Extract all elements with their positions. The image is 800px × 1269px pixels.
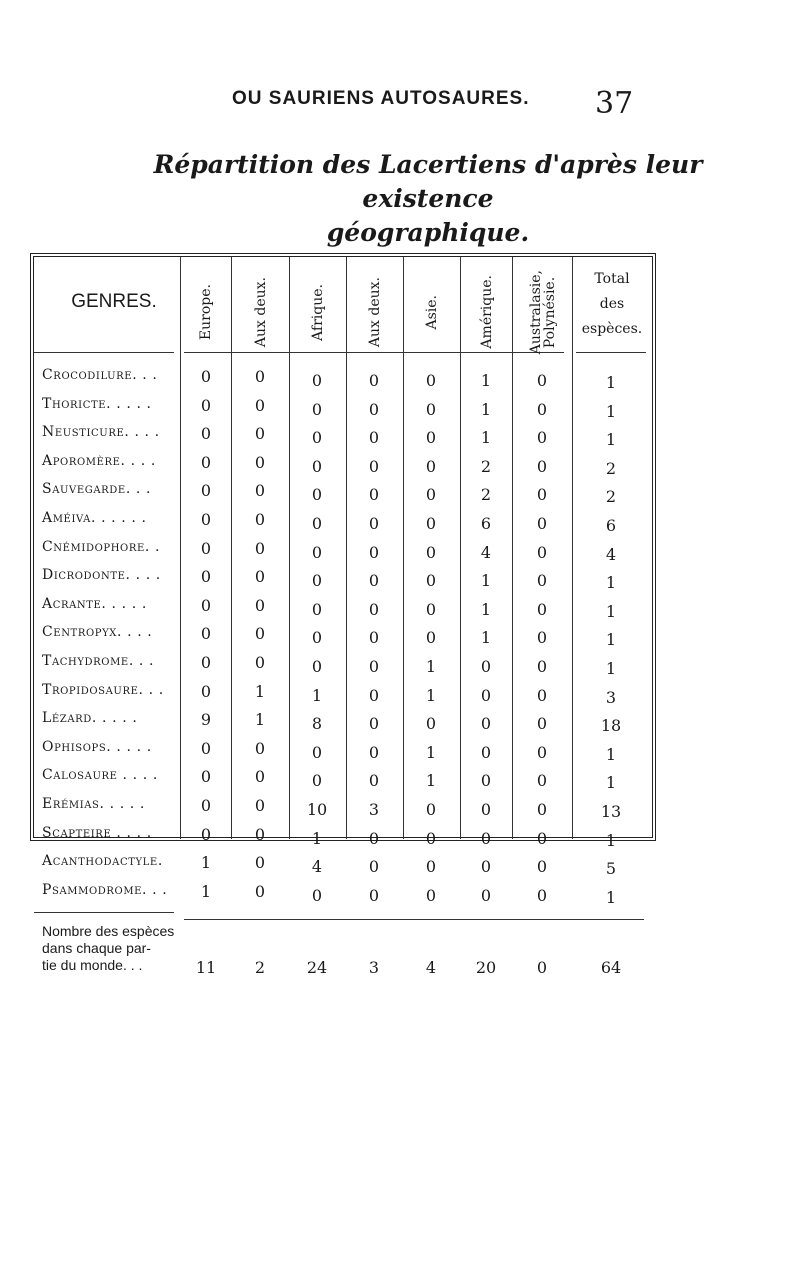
column-rule: [289, 257, 290, 839]
row-total: 1: [605, 659, 617, 678]
table-title-line2: géographique.: [326, 218, 530, 247]
cell-value: 0: [425, 514, 437, 533]
cell-value: 0: [368, 885, 380, 905]
page-number: 37: [595, 86, 634, 121]
cell-value: 0: [200, 567, 212, 587]
cell-value: 0: [425, 571, 437, 591]
cell-value: 0: [536, 599, 548, 619]
row-total: 1: [605, 601, 617, 621]
column-rule: [460, 257, 461, 839]
cell-value: 0: [480, 885, 492, 905]
genus-name: Calosaure . . . .: [42, 767, 158, 784]
cell-value: 0: [425, 714, 437, 734]
cell-value: 0: [368, 857, 380, 877]
cell-value: 0: [368, 599, 380, 619]
row-total: 4: [605, 544, 617, 564]
cell-value: 0: [311, 628, 323, 648]
header-australasie-label: Australasie, Polynésie.: [527, 269, 558, 355]
cell-value: 0: [536, 571, 548, 591]
cell-value: 0: [368, 456, 380, 476]
distribution-table: [30, 253, 656, 977]
cell-value: 0: [200, 510, 212, 529]
cell-value: 1: [200, 881, 212, 901]
cell-value: 0: [200, 595, 212, 615]
cell-value: 0: [480, 742, 492, 762]
cell-value: 0: [311, 371, 323, 390]
cell-value: 1: [480, 428, 492, 448]
cell-value: 1: [254, 710, 266, 730]
cell-value: 0: [311, 485, 323, 505]
cell-value: 0: [480, 800, 492, 819]
cell-value: 0: [368, 742, 380, 762]
cell-value: 0: [311, 657, 323, 676]
cell-value: 0: [536, 828, 548, 848]
cell-value: 0: [254, 767, 266, 787]
cell-value: 0: [254, 510, 266, 529]
cell-value: 0: [425, 885, 437, 905]
cell-value: 0: [368, 371, 380, 390]
header-aux-deux-1: Aux deux.: [252, 276, 269, 348]
genus-name: Tachydrome. . .: [42, 653, 155, 669]
cell-value: 0: [311, 885, 323, 905]
header-rule: [34, 352, 174, 353]
cell-value: 0: [480, 685, 492, 705]
row-total: 1: [605, 373, 617, 392]
cell-value: 0: [425, 371, 437, 390]
footer-value: 20: [475, 958, 497, 977]
cell-value: 0: [480, 828, 492, 848]
running-title: OU SAURIENS AUTOSAURES.: [232, 88, 530, 109]
genus-name: Cnémidophore. .: [42, 538, 160, 555]
footer-value: 0: [536, 958, 548, 977]
cell-value: 1: [425, 657, 437, 676]
column-rule: [403, 257, 404, 839]
row-total: 1: [605, 630, 617, 650]
genus-name: Lézard. . . . .: [42, 710, 138, 727]
table-title: [118, 148, 738, 250]
cell-value: 0: [425, 828, 437, 848]
genus-name: Aporomère. . . .: [42, 452, 156, 469]
cell-value: 0: [200, 424, 212, 444]
cell-value: 0: [311, 399, 323, 419]
genus-name: Psammodrome. . .: [42, 881, 168, 898]
cell-value: 0: [536, 857, 548, 877]
row-total: 1: [605, 773, 617, 793]
header-aux-deux-2: Aux deux.: [367, 276, 383, 348]
cell-value: 0: [368, 428, 380, 448]
genus-name: Sauvegarde. . .: [42, 481, 152, 498]
cell-value: 0: [254, 395, 266, 415]
cell-value: 0: [536, 371, 548, 390]
genus-name: Améiva. . . . . .: [42, 510, 147, 526]
cell-value: 0: [425, 456, 437, 476]
row-total: 3: [605, 687, 617, 707]
cell-value: 0: [311, 542, 323, 562]
genus-name: Neusticure. . . .: [42, 424, 160, 441]
row-total: 1: [605, 401, 617, 421]
cell-value: 0: [311, 456, 323, 476]
cell-value: 0: [311, 571, 323, 591]
genus-name: Scapteire . . . .: [42, 824, 152, 841]
cell-value: 0: [200, 367, 212, 386]
cell-value: 0: [254, 624, 266, 644]
column-rule: [512, 257, 513, 839]
cell-value: 0: [200, 767, 212, 787]
row-total: 1: [605, 573, 617, 593]
cell-value: 1: [200, 853, 212, 873]
cell-value: 0: [368, 514, 380, 533]
cell-value: 0: [425, 857, 437, 877]
cell-value: 0: [254, 653, 266, 672]
cell-value: 10: [306, 800, 328, 819]
footer-value: 3: [368, 958, 380, 977]
cell-value: 0: [254, 481, 266, 501]
cell-value: 0: [425, 800, 437, 819]
genus-name: Crocodilure. . .: [42, 367, 158, 383]
cell-value: 0: [254, 595, 266, 615]
footer-value: 24: [306, 958, 328, 977]
column-rule: [180, 257, 181, 839]
cell-value: 0: [425, 428, 437, 448]
row-total: 2: [605, 487, 617, 507]
genus-name: Erémias. . . . .: [42, 796, 145, 812]
header-australasie: [514, 267, 571, 357]
cell-value: 0: [368, 657, 380, 676]
cell-value: 9: [200, 710, 212, 730]
cell-value: 8: [311, 714, 323, 734]
cell-value: 1: [311, 828, 323, 848]
cell-value: 0: [368, 685, 380, 705]
cell-value: 0: [200, 452, 212, 472]
cell-value: 0: [536, 456, 548, 476]
header-amerique: Amérique.: [478, 275, 495, 349]
footer-value: 11: [195, 958, 217, 977]
cell-value: 0: [200, 395, 212, 415]
column-rule: [231, 257, 232, 839]
cell-value: 0: [200, 538, 212, 558]
row-total: 18: [600, 716, 622, 736]
cell-value: 0: [200, 824, 212, 844]
row-total: 6: [605, 516, 617, 535]
cell-value: 0: [200, 481, 212, 501]
footer-value: 4: [425, 958, 437, 977]
cell-value: 0: [536, 885, 548, 905]
cell-value: 2: [480, 485, 492, 505]
cell-value: 0: [254, 824, 266, 844]
row-total: 2: [605, 458, 617, 478]
cell-value: 0: [254, 538, 266, 558]
genus-name: Centropyx. . . .: [42, 624, 153, 641]
cell-value: 0: [311, 771, 323, 791]
cell-value: 0: [536, 800, 548, 819]
cell-value: 0: [536, 514, 548, 533]
cell-value: 0: [368, 714, 380, 734]
cell-value: 0: [536, 628, 548, 648]
row-total: 1: [605, 430, 617, 450]
cell-value: 1: [425, 685, 437, 705]
genus-name: Tropidosaure. . .: [42, 681, 164, 698]
genus-name: Acanthodactyle.: [42, 853, 163, 870]
cell-value: 0: [368, 771, 380, 791]
row-total: 1: [605, 744, 617, 764]
column-rule: [346, 257, 347, 839]
cell-value: 0: [200, 738, 212, 758]
cell-value: 0: [254, 367, 266, 386]
cell-value: 3: [368, 800, 380, 819]
cell-value: 0: [425, 399, 437, 419]
cell-value: 0: [200, 681, 212, 701]
genus-name: Ophisops. . . . .: [42, 738, 152, 755]
cell-value: 0: [254, 452, 266, 472]
cell-value: 2: [480, 456, 492, 476]
cell-value: 0: [536, 685, 548, 705]
cell-value: 0: [480, 771, 492, 791]
header-europe: Europe.: [198, 283, 214, 341]
cell-value: 1: [480, 599, 492, 619]
header-asie: Asie.: [424, 294, 440, 330]
cell-value: 1: [480, 399, 492, 419]
cell-value: 0: [254, 738, 266, 758]
cell-value: 0: [368, 399, 380, 419]
cell-value: 1: [480, 571, 492, 591]
cell-value: 0: [536, 399, 548, 419]
cell-value: 0: [425, 485, 437, 505]
cell-value: 0: [536, 714, 548, 734]
footer-rule: [184, 919, 644, 920]
cell-value: 0: [254, 796, 266, 815]
cell-value: 0: [536, 485, 548, 505]
cell-value: 0: [425, 542, 437, 562]
cell-value: 1: [425, 771, 437, 791]
cell-value: 0: [368, 542, 380, 562]
cell-value: 1: [425, 742, 437, 762]
header-genres: GENRES.: [71, 291, 157, 312]
row-total: 5: [605, 859, 617, 879]
cell-value: 0: [480, 714, 492, 734]
cell-value: 0: [311, 514, 323, 533]
cell-value: 0: [536, 657, 548, 676]
column-rule: [572, 257, 573, 839]
cell-value: 0: [368, 485, 380, 505]
cell-value: 0: [254, 424, 266, 444]
cell-value: 0: [311, 599, 323, 619]
cell-value: 0: [425, 599, 437, 619]
footer-value: 2: [254, 958, 266, 977]
cell-value: 1: [254, 681, 266, 701]
cell-value: 0: [480, 857, 492, 877]
row-total: 13: [600, 802, 622, 821]
table-title-line1: Répartition des Lacertiens d'après leur existence: [153, 150, 703, 213]
cell-value: 0: [254, 853, 266, 873]
row-total: 1: [605, 830, 617, 850]
cell-value: 0: [311, 742, 323, 762]
genus-name: Acrante. . . . .: [42, 595, 147, 612]
cell-value: 4: [311, 857, 323, 877]
cell-value: 0: [311, 428, 323, 448]
row-total: 1: [605, 887, 617, 907]
cell-value: 0: [480, 657, 492, 676]
cell-value: 0: [536, 742, 548, 762]
cell-value: 0: [254, 567, 266, 587]
cell-value: 0: [200, 653, 212, 672]
cell-value: 4: [480, 542, 492, 562]
cell-value: 0: [368, 828, 380, 848]
header-total: Total des espèces.: [581, 271, 643, 337]
cell-value: 0: [536, 542, 548, 562]
header-afrique: Afrique.: [310, 283, 326, 341]
cell-value: 1: [480, 371, 492, 390]
cell-value: 6: [480, 514, 492, 533]
footer-label: Nombre des espèces dans chaque par- tie du monde. . .: [42, 923, 175, 973]
grand-total: 64: [600, 958, 622, 977]
cell-value: 0: [425, 628, 437, 648]
cell-value: 0: [200, 796, 212, 815]
genus-name: Dicrodonte. . . .: [42, 567, 161, 584]
genus-name: Thoricte. . . . .: [42, 395, 152, 412]
cell-value: 1: [311, 685, 323, 705]
cell-value: 0: [254, 881, 266, 901]
cell-value: 0: [536, 428, 548, 448]
running-head: [0, 86, 800, 121]
cell-value: 0: [368, 571, 380, 591]
cell-value: 0: [200, 624, 212, 644]
cell-value: 0: [536, 771, 548, 791]
cell-value: 0: [368, 628, 380, 648]
cell-value: 1: [480, 628, 492, 648]
footer-rule: [34, 912, 174, 913]
